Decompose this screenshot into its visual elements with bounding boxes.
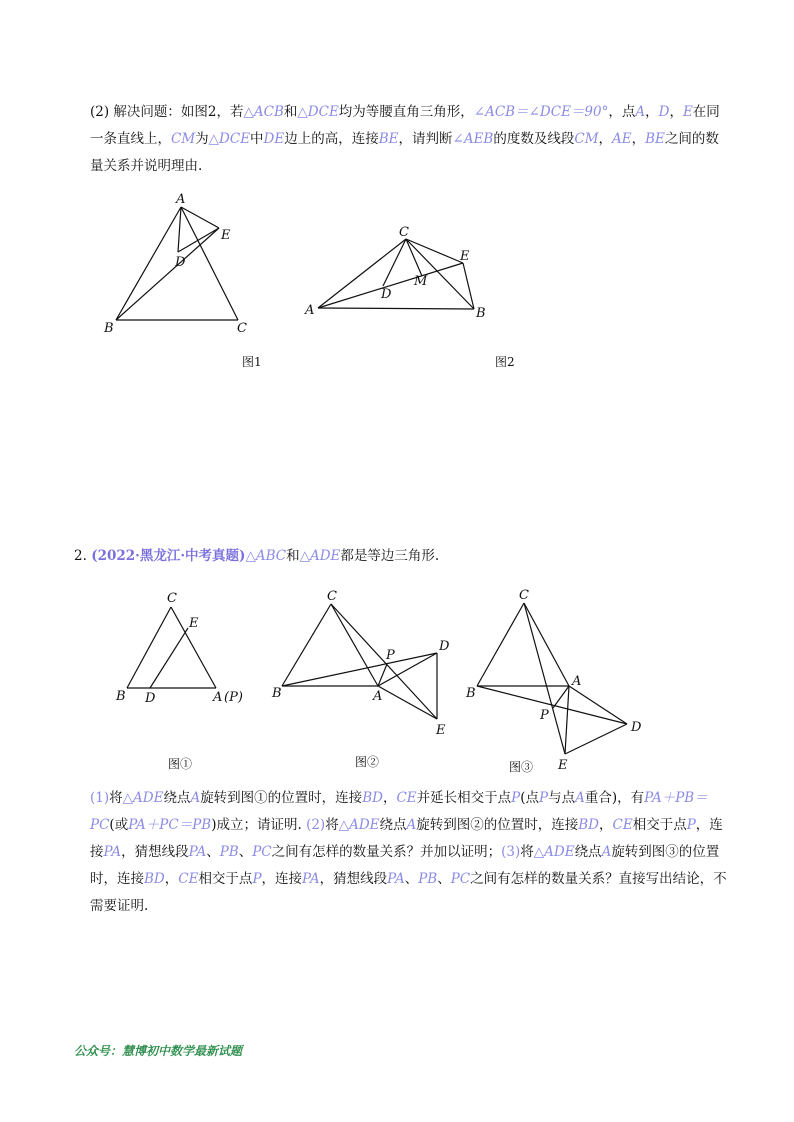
figC-label-a: A	[572, 674, 582, 689]
line-cb-a	[127, 607, 171, 688]
figC-caption: 图③	[509, 760, 534, 774]
figA-label-e: E	[189, 616, 199, 631]
figB-label-b: B	[272, 686, 282, 701]
line-cb-b	[282, 604, 331, 686]
line-ae-b	[378, 686, 437, 719]
line-de-c	[565, 724, 627, 754]
fig1-label-c: C	[237, 321, 247, 336]
fig1-label-d: D	[175, 255, 186, 270]
fig1-label-a: A	[176, 192, 186, 207]
figB-label-c: C	[327, 589, 337, 604]
line-ce-c	[524, 603, 565, 754]
fig2-label-e: E	[460, 249, 470, 264]
line-ca-c	[524, 603, 569, 686]
figC-label-p: P	[540, 708, 549, 723]
figB-label-e: E	[436, 723, 446, 738]
fig2-label-a: A	[305, 303, 315, 318]
footer-watermark: 公众号：慧博初中数学最新试题	[74, 1044, 243, 1058]
question-2-heading: 2. (2022·黑龙江·中考真题)△ABC和△ADE都是等边三角形.	[74, 548, 440, 564]
fig1-label-b: B	[104, 321, 114, 336]
fig2-caption: 图2	[495, 355, 515, 369]
question-1-part-2-text: (2) 解决问题：如图2，若△ACB和△DCE均为等腰直角三角形，∠ACB＝∠DCE＝90°，点A，D，E在同一条直线上，CM为△DCE中DE边上的高，连接BE，请判断∠AEB的度数及线段CM，AE，BE之间的数量关系并说明理由.	[90, 104, 720, 174]
fig2-label-b: B	[476, 306, 486, 321]
figC-label-e: E	[558, 758, 568, 773]
line-ae-c	[565, 686, 569, 754]
fig1-caption: 图1	[242, 355, 262, 369]
line-pa-c	[553, 686, 569, 708]
figA-label-p: (P)	[224, 690, 243, 705]
line-ab-2	[318, 308, 474, 309]
question-source: (2022·黑龙江·中考真题)	[91, 548, 246, 564]
line-be	[116, 228, 219, 320]
figC-label-c: C	[519, 588, 529, 603]
line-cd-2	[383, 239, 406, 286]
line-ac	[181, 207, 238, 320]
fig1-label-e: E	[221, 228, 231, 243]
figA-label-d: D	[145, 691, 156, 706]
line-pa-b	[378, 664, 387, 686]
figA-label-a: A	[213, 690, 223, 705]
line-bd-b	[282, 653, 437, 686]
line-ad	[178, 207, 181, 252]
line-de	[178, 228, 219, 252]
line-ac-2	[318, 239, 406, 308]
figA-caption: 图①	[168, 757, 193, 771]
fig2-label-c: C	[399, 225, 409, 240]
figB-label-p: P	[386, 648, 395, 663]
figC-label-b: B	[466, 686, 476, 701]
figA-label-c: C	[167, 591, 177, 606]
line-de-a	[150, 628, 188, 688]
fig2-label-m: M	[414, 274, 428, 289]
line-cb-c	[477, 603, 524, 686]
line-ad-c	[569, 686, 627, 724]
figB-label-d: D	[439, 639, 450, 654]
line-eb-2	[463, 263, 474, 309]
line-ab	[116, 207, 181, 320]
fig2-label-d: D	[381, 287, 392, 302]
figB-label-a: A	[373, 689, 383, 704]
question-2-text: (1)将△ADE绕点A旋转到图①的位置时，连接BD，CE并延长相交于点P(点P与点A重合)，有PA＋PB＝PC(或PA＋PC＝PB)成立；请证明. (2)将△ADE绕点A旋转到图②的位置时，连接BD，CE相交于点P，连接PA，猜想线段PA、PB、PC之间有怎样的数量关系？并加以证明；(3)将△ADE绕点A旋转到图③的位置时，连接BD，CE相交于点P，连接PA，猜想线段PA、PB、PC之间有怎样的数量关系？直接写出结论，不需要证明.	[90, 790, 727, 914]
figB-caption: 图②	[355, 755, 380, 769]
figC-label-d: D	[631, 720, 642, 735]
figA-label-b: B	[116, 689, 126, 704]
